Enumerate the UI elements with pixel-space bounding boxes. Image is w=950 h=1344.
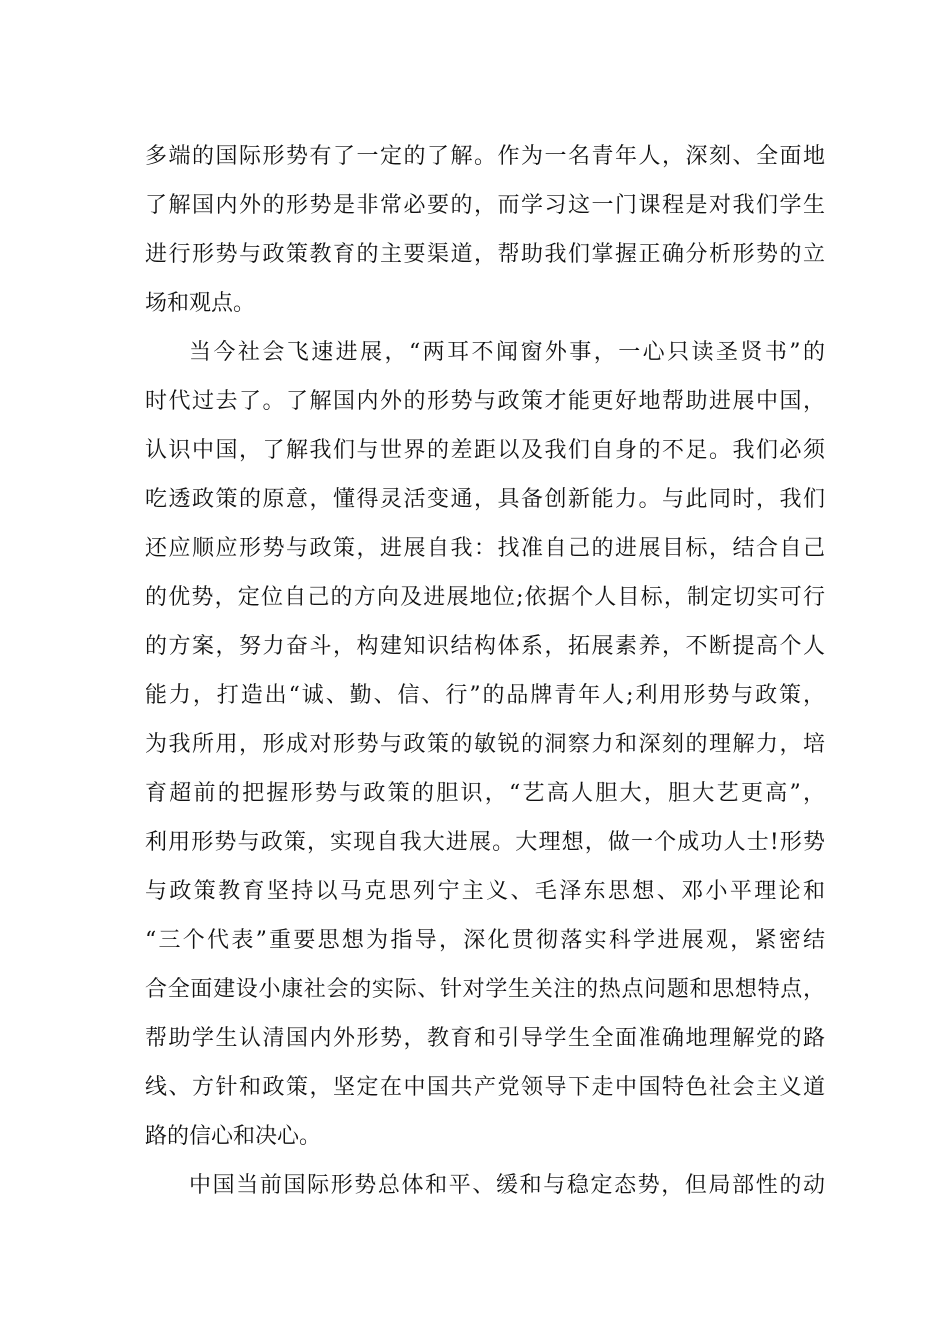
text-line: 多端的国际形势有了一定的了解。作为一名青年人，深刻、全面地: [145, 144, 825, 169]
text-line: 了解国内外的形势是非常必要的，而学习这一门课程是对我们学生: [145, 193, 825, 218]
text-line: 时代过去了。了解国内外的形势与政策才能更好地帮助进展中国，: [145, 389, 825, 414]
body-text: [145, 132, 825, 1210]
text-line: 与政策教育坚持以马克思列宁主义、毛泽东思想、邓小平理论和: [145, 879, 825, 904]
text-line: 中国当前国际形势总体和平、缓和与稳定态势，但局部性的动: [189, 1173, 825, 1198]
text-line: 育超前的把握形势与政策的胆识，“艺高人胆大，胆大艺更高”，: [145, 781, 825, 806]
text-line: 帮助学生认清国内外形势，教育和引导学生全面准确地理解党的路: [145, 1026, 825, 1051]
text-line: 场和观点。: [145, 291, 256, 316]
text-line: 利用形势与政策，实现自我大进展。大理想，做一个成功人士!形势: [145, 830, 825, 855]
text-line: 合全面建设小康社会的实际、针对学生关注的热点问题和思想特点，: [145, 977, 825, 1002]
text-line: 线、方针和政策，坚定在中国共产党领导下走中国特色社会主义道: [145, 1075, 825, 1100]
text-line: 的方案，努力奋斗，构建知识结构体系，拓展素养，不断提高个人: [145, 634, 825, 659]
text-line: 吃透政策的原意，懂得灵活变通，具备创新能力。与此同时，我们: [145, 487, 825, 512]
text-line: 还应顺应形势与政策，进展自我：找准自己的进展目标，结合自己: [145, 536, 825, 561]
text-line: 进行形势与政策教育的主要渠道，帮助我们掌握正确分析形势的立: [145, 242, 825, 267]
text-line: 路的信心和决心。: [145, 1124, 322, 1149]
text-line: “三个代表”重要思想为指导，深化贯彻落实科学进展观，紧密结: [145, 928, 825, 953]
text-line: 当今社会飞速进展，“两耳不闻窗外事，一心只读圣贤书”的: [189, 340, 825, 365]
text-line: 为我所用，形成对形势与政策的敏锐的洞察力和深刻的理解力，培: [145, 732, 825, 757]
text-line: 认识中国，了解我们与世界的差距以及我们自身的不足。我们必须: [145, 438, 825, 463]
text-line: 的优势，定位自己的方向及进展地位;依据个人目标，制定切实可行: [145, 585, 825, 610]
text-line: 能力，打造出“诚、勤、信、行”的品牌青年人;利用形势与政策，: [145, 683, 825, 708]
